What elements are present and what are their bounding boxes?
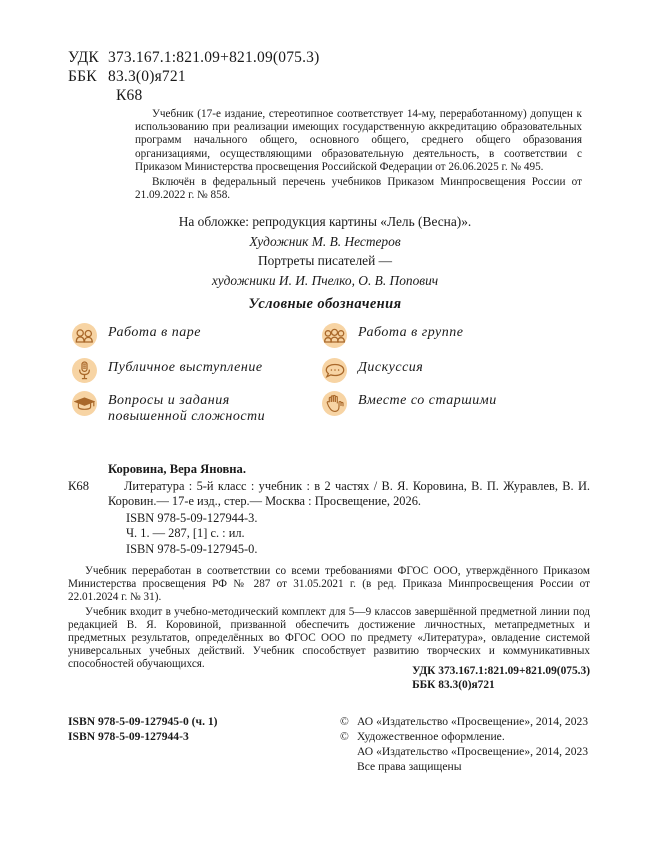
legend-label-work-in-pair: Работа в паре <box>108 325 201 340</box>
annotation-paragraph-1: Учебник переработан в соответствии со всеми требованиями ФГОС ООО, утверждённого Приказом Министерства просвещения РФ № 287 от 31.05.2021 г. (в ред. Приказа Минпросвещения России от 22.01.2024 г. № 31). <box>68 565 590 604</box>
biblio-part-statement: Ч. 1. — 287, [1] с. : ил. <box>126 526 245 541</box>
copyright-row-publisher <box>340 714 588 729</box>
legend-item-work-in-group <box>322 322 584 348</box>
bbk-label: ББК <box>68 68 97 85</box>
speech-bubble-icon <box>322 358 347 383</box>
legend-grid <box>72 322 584 430</box>
two-persons-icon <box>72 323 97 348</box>
legend-title: Условные обозначения <box>248 296 402 312</box>
biblio-description: Литература : 5-й класс : учебник : в 2 частях / В. Я. Коровина, В. П. Журавлев, В. И. Коровин.— 17-е изд., стер.— Москва : Просвещение, 2026. <box>108 478 590 509</box>
legend-item-work-in-pair <box>72 322 322 348</box>
copyright-design-text: Художественное оформление. <box>357 730 505 743</box>
annotation-paragraph-2: Учебник входит в учебно-методический комплект для 5—9 классов завершённой предметной линии под редакцией В. Я. Коровиной, призванной обеспечить достижение личностных, метапредметных и предметных результатов, определённых во ФГОС ООО по предмету «Литература», овладение системой универсальных учебных действий. Учебник способствует развитию творческих и коммуникативных способностей обучающихся. <box>68 605 590 671</box>
cover-artwork-line: На обложке: репродукция картины «Лель (Весна)». <box>178 214 472 229</box>
three-persons-icon <box>322 323 347 348</box>
udk-label: УДК <box>68 49 99 66</box>
copyright-block <box>340 714 588 774</box>
legend-item-discussion <box>322 357 584 383</box>
copyright-row-design-publisher <box>340 744 588 759</box>
annotation <box>68 565 590 672</box>
footer-isbn-block <box>68 714 218 744</box>
udk-value: 373.167.1:821.09+821.09(075.3) <box>108 49 320 66</box>
bibliographic-record <box>68 462 590 558</box>
udk-bottom: УДК 373.167.1:821.09+821.09(075.3) <box>412 665 590 677</box>
copyright-row-rights <box>340 759 588 774</box>
approval-paragraph-2: Включён в федеральный перечень учебников Приказом Минпросвещения России от 21.09.2022 г. № 858. <box>135 176 582 202</box>
legend-label-public-speaking: Публичное выступление <box>108 360 263 375</box>
biblio-identifiers <box>126 511 590 558</box>
portrait-artists-line: художники И. И. Пчелко, О. В. Попович <box>211 272 439 288</box>
classification-bottom <box>412 664 590 692</box>
legend-item-public-speaking <box>72 357 322 383</box>
approval-notice <box>135 108 582 202</box>
copyright-publisher-text: АО «Издательство «Просвещение», 2014, 2023 <box>357 715 589 728</box>
graduation-cap-icon <box>72 391 97 416</box>
legend-item-advanced-tasks <box>72 390 322 425</box>
bbk-row <box>68 67 320 86</box>
copyright-design-publisher-text: АО «Издательство «Просвещение», 2014, 2023 <box>357 745 589 758</box>
biblio-isbn-part: ISBN 978-5-09-127945-0. <box>126 541 258 556</box>
raised-hands-icon <box>322 391 347 416</box>
cover-credits <box>68 212 582 290</box>
biblio-isbn-set: ISBN 978-5-09-127944-3. <box>126 510 258 525</box>
copyright-icon: © <box>340 715 349 728</box>
footer-isbn-set: ISBN 978-5-09-127944-3 <box>68 730 189 743</box>
rights-reserved-text: Все права защищены <box>357 760 462 773</box>
biblio-body <box>68 479 590 558</box>
udk-row <box>68 48 320 67</box>
legend-label-advanced-tasks <box>108 390 265 425</box>
classification-top <box>68 48 320 105</box>
biblio-author-heading: Коровина, Вера Яновна. <box>108 462 246 476</box>
footer-isbn-part: ISBN 978-5-09-127945-0 (ч. 1) <box>68 715 218 728</box>
legend-label-advanced-tasks-line1: Вопросы и задания <box>108 393 230 408</box>
legend-label-advanced-tasks-line2: повышенной сложности <box>108 409 266 424</box>
approval-paragraph-1: Учебник (17-е издание, стереотипное соответствует 14-му, переработанному) допущен к использованию при реализации имеющих государственную аккредитацию образовательных программ начального общего, основного общего, среднего общего образования организациями, осуществляющими образовательную деятельность, в соответствии с Приказом Министерства просвещения Российской Федерации от 26.06.2025 г. № 495. <box>135 108 582 173</box>
bbk-value: 83.3(0)я721 <box>108 68 186 85</box>
author-code-top: К68 <box>116 87 143 104</box>
microphone-icon <box>72 358 97 383</box>
copyright-row-design <box>340 729 588 744</box>
legend-item-with-elders <box>322 390 584 416</box>
cover-artist-line: Художник М. В. Нестеров <box>249 233 401 249</box>
legend-label-work-in-group: Работа в группе <box>358 325 464 340</box>
bbk-bottom: ББК 83.3(0)я721 <box>412 679 495 691</box>
biblio-author-code: К68 <box>68 478 89 493</box>
portraits-line: Портреты писателей — <box>257 253 393 268</box>
legend-label-with-elders: Вместе со старшими <box>358 393 497 408</box>
copyright-icon-design: © <box>340 730 349 743</box>
legend-label-discussion: Дискуссия <box>358 360 424 375</box>
